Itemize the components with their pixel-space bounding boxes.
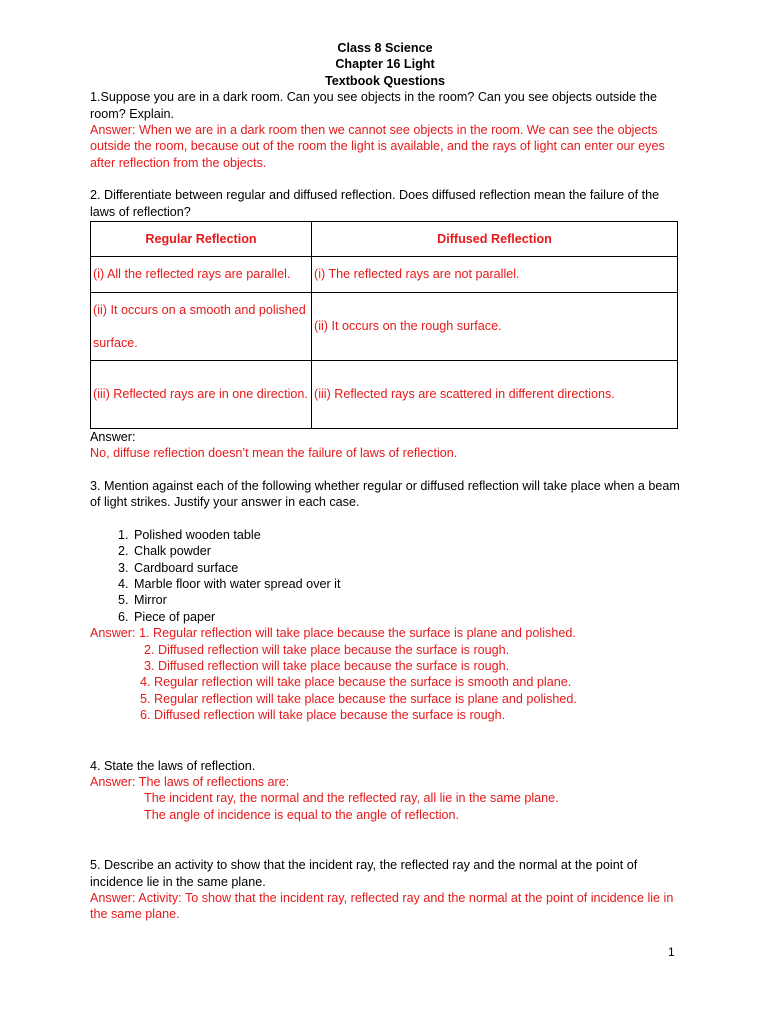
doc-title-class: Class 8 Science <box>337 41 433 55</box>
doc-title-chapter: Chapter 16 Light <box>335 57 435 72</box>
list-item: 6. Piece of paper <box>132 609 680 625</box>
answer-3-line: 5. Regular reflection will take place because the surface is plane and polished. <box>140 691 577 706</box>
answer-2-label: Answer: <box>90 430 136 445</box>
table-cell: (ii) It occurs on the rough surface. <box>312 293 678 361</box>
list-item: 4. Marble floor with water spread over it <box>132 576 680 592</box>
document-page <box>90 40 680 923</box>
list-item: 3. Cardboard surface <box>132 560 680 576</box>
table-cell: (i) The reflected rays are not parallel. <box>312 257 678 293</box>
table-cell: (iii) Reflected rays are scattered in different directions. <box>312 361 678 429</box>
question-3: 3. Mention against each of the following whether regular or diffused reflection will take place when a beam of light strikes. Justify your answer in each case. <box>90 478 680 510</box>
list-item: 5. Mirror <box>132 592 680 608</box>
answer-4-intro: Answer: The laws of reflections are: <box>90 774 290 789</box>
answer-2: No, diffuse reflection doesn’t mean the failure of laws of reflection. <box>90 446 458 461</box>
list-item: 2. Chalk powder <box>132 543 680 559</box>
answer-3-line: 2. Diffused reflection will take place because the surface is rough. <box>144 642 510 657</box>
page-number: 1 <box>668 945 675 959</box>
question-1: 1.Suppose you are in a dark room. Can you see objects in the room? Can you see objects outside the room? Explain. <box>90 90 658 121</box>
table-header-regular: Regular Reflection <box>91 222 312 257</box>
table-cell: (i) All the reflected rays are parallel. <box>91 257 312 293</box>
reflection-comparison-table <box>90 221 678 429</box>
answer-3-line: 4. Regular reflection will take place because the surface is smooth and plane. <box>140 675 572 690</box>
question-4: 4. State the laws of reflection. <box>90 758 256 773</box>
table-cell: (iii) Reflected rays are in one direction. <box>91 361 312 429</box>
list-item: 1. Polished wooden table <box>132 527 680 543</box>
answer-3-line: 3. Diffused reflection will take place because the surface is rough. <box>144 658 510 673</box>
answer-1: Answer: When we are in a dark room then we cannot see objects in the room. We can see the objects outside the room, because out of the room the light is available, and the rays of light can enter our eyes after reflection from the objects. <box>90 123 665 170</box>
law-of-reflection: The incident ray, the normal and the reflected ray, all lie in the same plane. <box>144 791 559 806</box>
law-of-reflection: The angle of incidence is equal to the angle of reflection. <box>144 807 460 822</box>
answer-3-line: 6. Diffused reflection will take place because the surface is rough. <box>140 708 506 723</box>
question-2: 2. Differentiate between regular and diffused reflection. Does diffused reflection mean the failure of the laws of reflection? <box>90 188 660 219</box>
answer-3-line: Answer: 1. Regular reflection will take place because the surface is plane and polished. <box>90 626 576 641</box>
question-5: 5. Describe an activity to show that the incident ray, the reflected ray and the normal at the point of incidence lie in the same plane. <box>90 858 638 889</box>
table-header-diffused: Diffused Reflection <box>312 222 678 257</box>
table-row <box>91 257 678 293</box>
table-row <box>91 293 678 361</box>
answer-5: Answer: Activity: To show that the incident ray, reflected ray and the normal at the point of incidence lie in the same plane. <box>90 891 674 922</box>
doc-title-section: Textbook Questions <box>324 73 446 88</box>
surface-list <box>90 527 680 625</box>
table-row <box>91 361 678 429</box>
table-cell: (ii) It occurs on a smooth and polished surface. <box>91 293 312 361</box>
